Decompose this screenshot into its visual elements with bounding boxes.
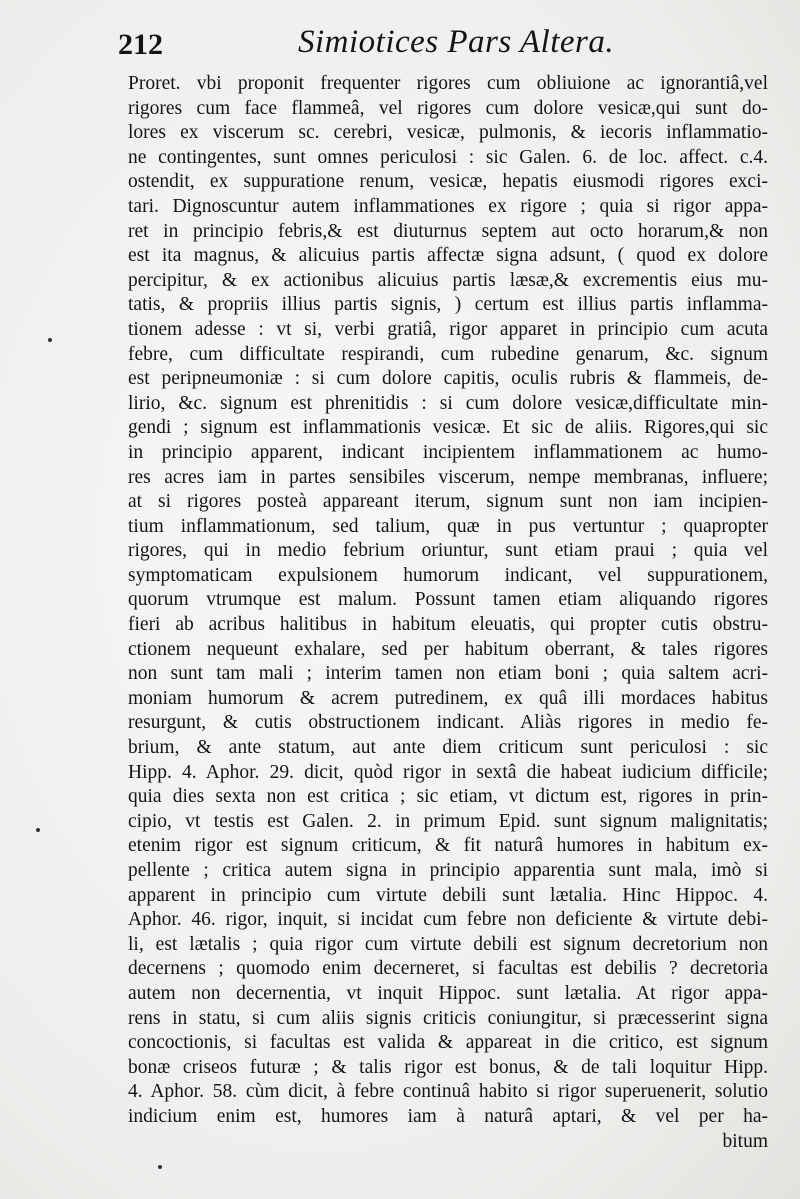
- text-line: ostendit, ex suppuratione renum, vesicæ, hepatis eiusmodi rigores exci-: [128, 171, 768, 193]
- text-line: percipitur, & ex actionibus alicuius partis læsæ,& excrementis eius mu-: [128, 269, 768, 291]
- text-line: bonæ criseos futuræ ; & talis rigor est bonus, & de tali loquitur Hipp.: [128, 1056, 768, 1078]
- text-line: moniam humorum & acrem putredinem, ex quâ illi mordaces habitus: [128, 687, 768, 709]
- text-line: lirio, &c. signum est phrenitidis : si cum dolore vesicæ,difficultate min-: [128, 392, 768, 414]
- text-line: gendi ; signum est inflammationis vesicæ. Et sic de aliis. Rigores,qui sic: [128, 417, 768, 439]
- text-line: ret in principio febris,& est diuturnus septem aut octo horarum,& non: [128, 220, 768, 242]
- catchword: bitum: [722, 1130, 768, 1152]
- text-line: etenim rigor est signum criticum, & fit naturâ humores in habitum ex-: [128, 835, 768, 857]
- page-header: [118, 22, 778, 68]
- ink-speck: [48, 338, 52, 342]
- text-line: res acres iam in partes sensibiles viscerum, nempe membranas, influere;: [128, 466, 768, 488]
- text-line: ctionem nequeunt exhalare, sed per habitum oberrant, & tales rigores: [128, 638, 768, 660]
- ink-speck: [36, 828, 40, 832]
- text-line: symptomaticam expulsionem humorum indicant, vel suppurationem,: [128, 564, 768, 586]
- text-line: autem non decernentia, vt inquit Hippoc. sunt lætalia. At rigor appa-: [128, 982, 768, 1004]
- text-line: tium inflammationum, sed talium, quæ in pus vertuntur ; quapropter: [128, 515, 768, 537]
- text-line: cipio, vt testis est Galen. 2. in primum Epid. sunt signum malignitatis;: [128, 810, 768, 832]
- text-line: tari. Dignoscuntur autem inflammationes ex rigore ; quia si rigor appa-: [128, 195, 768, 217]
- text-line: at si rigores posteà appareant iterum, signum sunt non iam incipien-: [128, 491, 768, 513]
- text-line: rens in statu, si cum aliis signis criticis coniungitur, si præcesserint signa: [128, 1007, 768, 1029]
- text-line: tionem adesse : vt si, verbi gratiâ, rigor apparet in principio cum acuta: [128, 318, 768, 340]
- body-text: [128, 72, 768, 1154]
- text-line: li, est lætalis ; quia rigor cum virtute debili est signum decretorium non: [128, 933, 768, 955]
- text-line: rigores, qui in medio febrium oriuntur, sunt etiam praui ; quia vel: [128, 540, 768, 562]
- text-line: est peripneumoniæ : si cum dolore capitis, oculis rubris & flammeis, de-: [128, 368, 768, 390]
- text-line: quia dies sexta non est critica ; sic etiam, vt dictum est, rigores in prin-: [128, 786, 768, 808]
- text-line: quorum vtrumque est malum. Possunt tamen etiam aliquando rigores: [128, 589, 768, 611]
- text-line: est ita magnus, & alicuius partis affectæ signa adsunt, ( quod ex dolore: [128, 245, 768, 267]
- text-line: rigores cum face flammeâ, vel rigores cum dolore vesicæ,qui sunt do-: [128, 97, 768, 119]
- text-line: brium, & ante statum, aut ante diem criticum sunt periculosi : sic: [128, 737, 768, 759]
- text-line: fieri ab acribus halitibus in habitum eleuatis, qui propter cutis obstru-: [128, 614, 768, 636]
- text-line: non sunt tam mali ; interim tamen non etiam boni ; quia saltem acri-: [128, 663, 768, 685]
- text-line: indicium enim est, humores iam à naturâ aptari, & vel per ha-: [128, 1105, 768, 1127]
- text-line: lores ex viscerum sc. cerebri, vesicæ, pulmonis, & iecoris inflammatio-: [128, 122, 768, 144]
- text-line: 4. Aphor. 58. cùm dicit, à febre continuâ habito si rigor superuenerit, solutio: [128, 1081, 768, 1103]
- ink-speck: [158, 1165, 162, 1169]
- running-head: Simiotices Pars Altera.: [298, 24, 615, 60]
- text-line: tatis, & propriis illius partis signis, ) certum est illius partis inflamma-: [128, 294, 768, 316]
- text-line: febre, cum difficultate respirandi, cum rubedine genarum, &c. signum: [128, 343, 768, 365]
- page-number: 212: [118, 28, 163, 61]
- text-line: decernens ; quomodo enim decerneret, si facultas est debilis ? decretoria: [128, 958, 768, 980]
- text-line: Aphor. 46. rigor, inquit, si incidat cum febre non deficiente & virtute debi-: [128, 909, 768, 931]
- text-line: pellente ; critica autem signa in principio apparentia sunt mala, imò si: [128, 860, 768, 881]
- text-line: in principio apparent, indicant incipientem inflammationem ac humo-: [128, 441, 768, 463]
- text-line: apparent in principio cum virtute debili sunt lætalia. Hinc Hippoc. 4.: [128, 884, 768, 906]
- text-line: Proret. vbi proponit frequenter rigores cum obliuione ac ignorantiâ,vel: [128, 73, 768, 94]
- text-line: concoctionis, si facultas est valida & appareat in die critico, est signum: [128, 1032, 768, 1054]
- text-line: ne contingentes, sunt omnes periculosi : sic Galen. 6. de loc. affect. c.4.: [128, 146, 768, 168]
- text-line: resurgunt, & cutis obstructionem indicant. Aliàs rigores in medio fe-: [128, 712, 768, 734]
- text-line: Hipp. 4. Aphor. 29. dicit, quòd rigor in sextâ die habeat iudicium difficile;: [128, 761, 768, 783]
